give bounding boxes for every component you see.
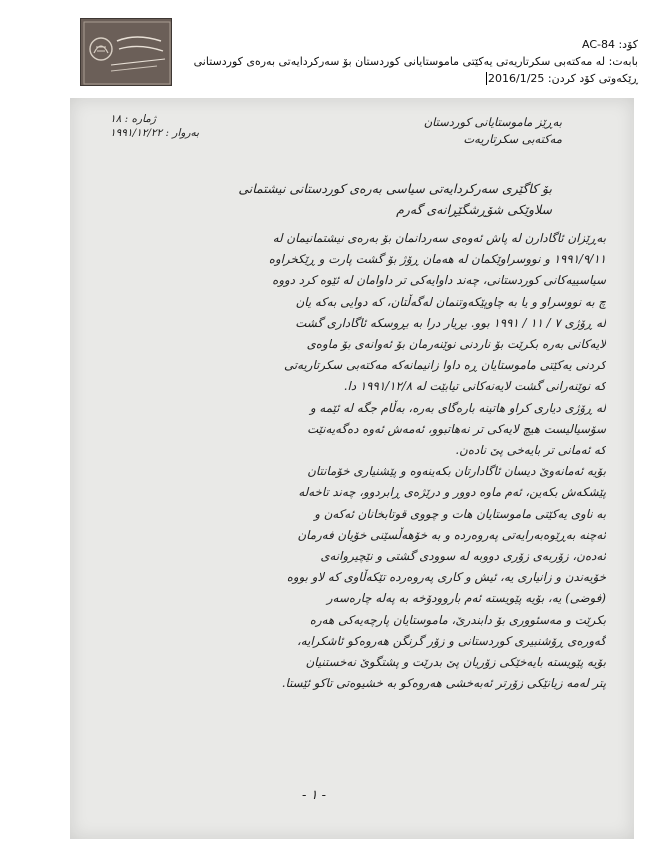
letter-number-date bbox=[110, 112, 199, 140]
archive-logo bbox=[80, 18, 172, 86]
document-metadata bbox=[194, 36, 638, 87]
letter-sender bbox=[424, 114, 562, 148]
subject-label: بابەت: bbox=[608, 55, 638, 68]
letter-date: بەروار : ١٩٩١/١٢/٢٢ bbox=[110, 127, 200, 139]
body-line: سیاسییەکانی کوردستانی، چەند داوایەکی تر داوامان لە ئێوە کرد دووە bbox=[272, 273, 606, 288]
code-value: AC-84 bbox=[581, 38, 615, 51]
body-line: گەورەی ڕۆشنبیری کوردستانی و زۆر گرنگن هەروەکو ئاشکرایە، bbox=[296, 633, 606, 648]
body-line: بکرێت و مەسئووری بۆ دابندرێ، ماموستایان پارچەیەکی هەرە bbox=[309, 612, 606, 627]
body-line: ئەدەن، زۆربەی زۆری دووبە لە سوودی گشتی و نێچیروانەی bbox=[320, 549, 606, 564]
addressee-line: بۆ کاگێری سەرکردایەتی سیاسی بەرەی کوردستانی نیشتمانی bbox=[238, 181, 552, 196]
letter-body bbox=[98, 228, 606, 694]
page-number: - ١ - bbox=[302, 788, 327, 803]
date-row bbox=[194, 70, 638, 87]
body-line: کە ئەمانی تر بایەخی پێ نادەن. bbox=[455, 443, 606, 458]
body-line: بۆیە ئەمانەوێ دیسان ئاگادارتان بکەینەوە و پێشنیاری خۆمانتان bbox=[307, 464, 606, 479]
date-value: 2016/1/25 bbox=[488, 72, 545, 85]
body-line: کردنی یەکێتی ماموستایان ڕە داوا زانیمانەکە مەکتەبی سکرتاریەتی bbox=[284, 358, 606, 373]
body-line: لە ڕۆژی ٧ / ١١ / ١٩٩١ بوو. بڕیار درا بە بڕوسکە ئاگاداری گشت bbox=[295, 315, 606, 330]
subject-row bbox=[194, 53, 638, 70]
body-line: کە نوێنەرانی گشت لایەنەکانی تیابێت لە ١٩٩١/١٢/٨ دا. bbox=[343, 379, 606, 394]
body-line: پێشکەش بکەین، ئەم ماوە دوور و درێژەی ڕابردوو، چەند تاخەلە bbox=[298, 485, 606, 500]
greeting-line: سلاوێکی شۆڕشگێڕانەی گەرم bbox=[396, 202, 552, 217]
letter-addressee bbox=[238, 178, 552, 220]
body-line: بۆیە پێویستە بایەخێکی زۆریان پێ بدرێت و پشتگوێ نەخستنیان bbox=[305, 655, 606, 670]
body-line: لە ڕۆژی دیاری کراو هاتینە بارەگای بەرە، بەڵام جگە لە ئێمە و bbox=[309, 400, 606, 415]
sender-line: بەڕێز ماموستایانی کوردستان bbox=[423, 115, 562, 129]
subject-value: لە مەکتەبی سکرتاریەتی یەکێتی ماموستایانی کوردستان بۆ سەرکردایەتی بەرەی کوردستانی bbox=[193, 55, 606, 68]
body-line: بە ناوی یەکێتی ماموستایان هات و چووی قوتابخانان ئەکەن و bbox=[314, 506, 606, 521]
scanned-document bbox=[70, 98, 634, 839]
body-line: ١٩٩١/٩/١١ و نووسراوێکمان لە هەمان ڕۆژ بۆ گشت پارت و ڕێکخراوە bbox=[268, 252, 606, 267]
body-line: چ بە نووسراو و یا بە چاوپێکەوتنمان لەگەڵتان، کە دوایی بەکە یان bbox=[295, 294, 606, 309]
body-line: ئەچنە بەڕێوەبەرایەتی پەروەردە و بە خۆهەڵسێنی خۆیان فەرمان bbox=[297, 527, 606, 542]
body-line: سۆسیالیست هیچ لایەکی تر نەهاتبوو، ئەمەش ئەوە دەگەیەنێت bbox=[307, 421, 606, 436]
body-line: لایەکانی بەرە بکرێت بۆ ناردنی نوێنەرمان بۆ ئەوانەی بۆ ماوەی bbox=[306, 337, 606, 352]
code-label: کۆد: bbox=[618, 38, 638, 51]
body-line: خۆیەندن و زانیاری یە، ئیش و کاری پەروەردە تێکەڵاوی کە لاو بووە bbox=[286, 570, 606, 585]
body-line: (فوضی) یە، بۆیە پێویستە ئەم باروودۆخە بە پەلە چارەسەر bbox=[326, 591, 606, 606]
letter-number: ژمارە : ١٨ bbox=[110, 113, 156, 125]
archive-seal-icon bbox=[81, 19, 172, 86]
code-row bbox=[194, 36, 638, 53]
sender-line: مەکتەبی سکرتاریەت bbox=[463, 132, 562, 146]
body-line: بەڕێزان ئاگادارن لە پاش ئەوەی سەردانمان بۆ بەرەی نیشتمانیمان لە bbox=[272, 231, 606, 245]
date-label: ڕێکەوتی کۆد کردن: bbox=[547, 72, 638, 85]
body-line: پتر لەمە زیانێکی زۆرتر ئەبەخشی هەروەکو بە خشیوەتی تاکو ئێستا. bbox=[281, 676, 606, 691]
